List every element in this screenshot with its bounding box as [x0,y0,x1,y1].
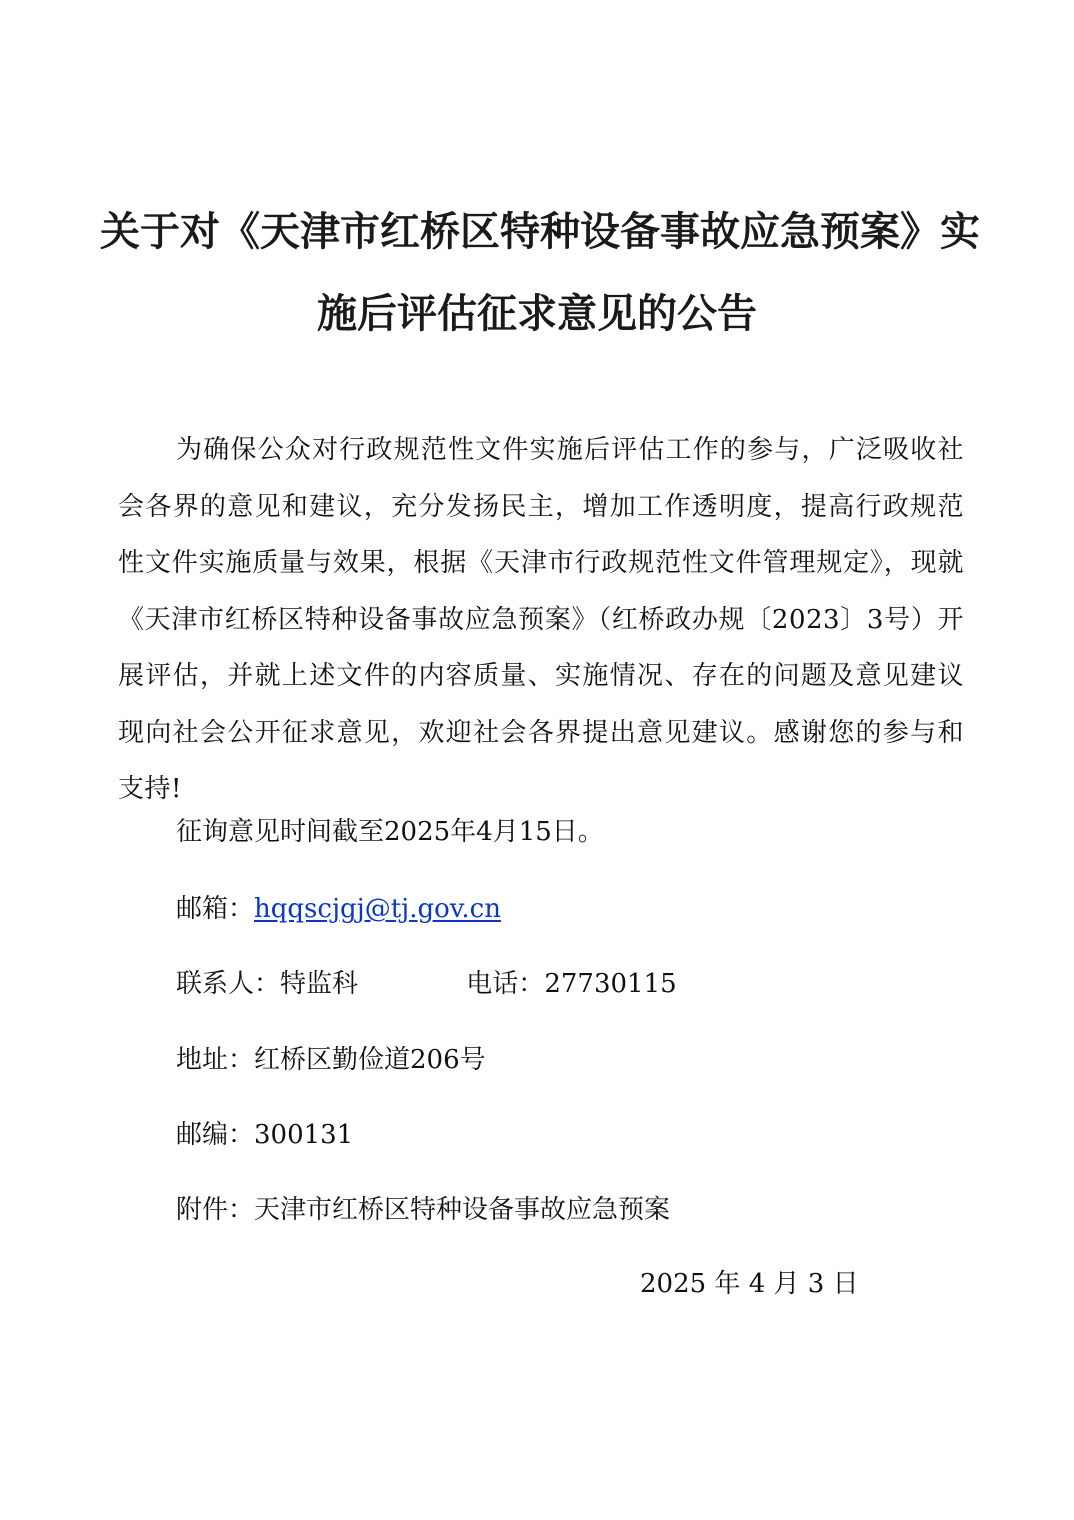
address-value: 红桥区勤俭道206号 [254,1045,486,1075]
email-label: 邮箱： [176,894,255,924]
address-label: 地址： [176,1045,255,1075]
attachment-value: 天津市红桥区特种设备事故应急预案 [254,1195,671,1225]
page-title-line-2: 施后评估征求意见的公告 [317,291,757,337]
postcode-value: 300131 [254,1120,354,1150]
phone-label: 电话： [466,969,545,999]
postcode-line [176,1115,353,1155]
page-title-line-1: 关于对《天津市红桥区特种设备事故应急预案》实 [100,209,980,255]
deadline-text: 征询意见时间截至2025年4月15日。 [176,817,604,847]
email-link[interactable]: hqqscjgj@tj.gov.cn [254,894,501,924]
phone-value: 27730115 [544,969,677,999]
postcode-label: 邮编： [176,1120,255,1150]
phone-block [466,964,676,1004]
contact-value: 特监科 [280,969,359,999]
announcement-body: 为确保公众对行政规范性文件实施后评估工作的参与，广泛吸收社会各界的意见和建议，充分发扬民主，增加工作透明度，提高行政规范性文件实施质量与效果，根据《天津市行政规范性文件管理规定》，现就《天津市红桥区特种设备事故应急预案》（红桥政办规〔2023〕3号）开展评估，并就上述文件的内容质量、实施情况、存在的问题及意见建议现向社会公开征求意见，欢迎社会各界提出意见建议。感谢您的参与和支持! [118,435,964,804]
contact-line [176,964,677,1004]
attachment-label: 附件： [176,1195,255,1225]
address-line [176,1040,486,1080]
issue-date: 2025 年 4 月 3 日 [640,1269,859,1299]
email-line [176,889,501,929]
contact-label: 联系人： [176,969,281,999]
attachment-line [176,1190,670,1230]
